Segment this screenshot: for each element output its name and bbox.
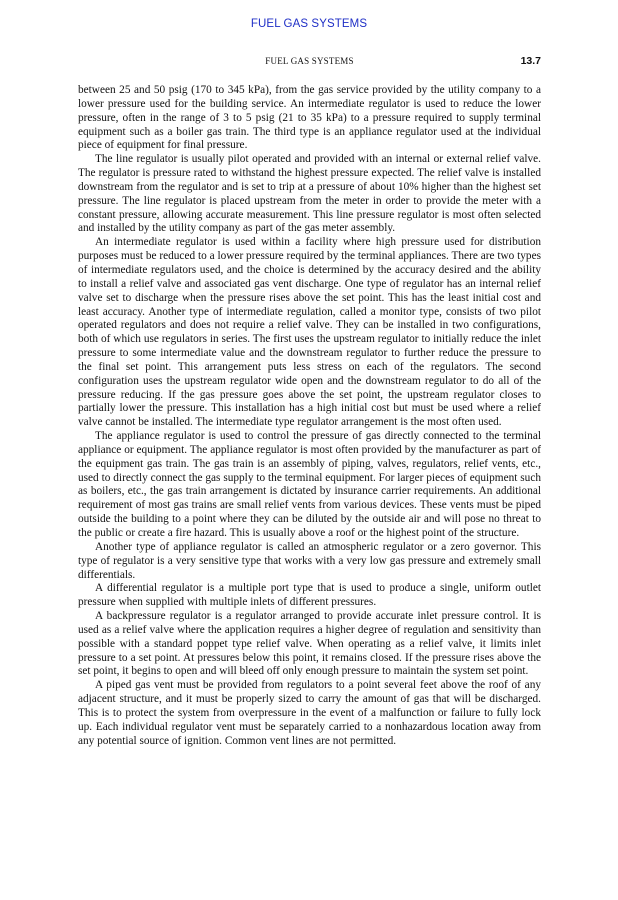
paragraph: A differential regulator is a multiple port type that is used to produce a single, uniform outlet pressure when supplied with multiple inlets of different pressures. [78, 582, 541, 609]
running-header-title: FUEL GAS SYSTEMS [265, 56, 354, 66]
paragraph: An intermediate regulator is used within a facility where high pressure used for distribution purposes must be reduced to a lower pressure required by the terminal appliances. There are two types of intermediate regulators used, and the choice is determined by the accuracy desired and the ability to install a relief valve and associated gas vent discharge. One type of regulator has an internal relief valve set to discharge when the pressure rises above the set point. This has the least initial cost and least accuracy. Another type of intermediate regulation, called a monitor type, consists of two pilot operated regulators and does not require a relief valve. They can be installed in two configurations, both of which use regulators in series. The first uses the upstream regulator to initially reduce the inlet pressure to some intermediate value and the downstream regulator to further reduce the pressure to the final set point. This arrangement puts less stress on each of the regulators. The second configuration uses the upstream regulator wide open and the downstream regulator to do all of the pressure reducing. If the gas pressure goes above the set point, the upstream regulator closes to partially lower the pressure. This installation has a high initial cost but must be used where a relief valve cannot be installed. The intermediate type regulator arrangement is the most often used. [78, 236, 541, 429]
paragraph: A piped gas vent must be provided from regulators to a point several feet above the roof of any adjacent structure, and it must be properly sized to carry the amount of gas that will be discharged. This is to protect the system from overpressure in the event of a malfunction or failure to fully lock up. Each individual regulator vent must be separately carried to a nonhazardous location away from any potential source of ignition. Common vent lines are not permitted. [78, 679, 541, 747]
running-header [78, 56, 541, 70]
paragraph: Another type of appliance regulator is called an atmospheric regulator or a zero governor. This type of regulator is a very sensitive type that works with a very low gas pressure and extremely small differentials. [78, 540, 541, 581]
body-text [78, 84, 541, 749]
paragraph: The appliance regulator is used to control the pressure of gas directly connected to the terminal appliance or equipment. The appliance regulator is most often provided by the manufacturer as part of the equipment gas train. The gas train is an assembly of piping, valves, regulators, relief vents, etc., used to directly connect the gas supply to the terminal equipment. For larger pieces of equipment such as boilers, etc., the gas train arrangement is dictated by insurance carrier requirements. An additional requirement of most gas trains are small relief vents from various devices. These vents must be piped outside the building to a point where they can be diluted by the outside air and will pose no threat to the public or create a fire hazard. This is usually above a roof or the highest point of the structure. [78, 430, 541, 539]
paragraph: The line regulator is usually pilot operated and provided with an internal or external relief valve. The regulator is pressure rated to withstand the highest pressure expected. The relief valve is installed downstream from the regulator and is set to trip at a pressure of about 10% higher than the highest set pressure. The line regulator is placed upstream from the meter in order to provide the meter with a constant pressure, allowing accurate measurement. This line pressure regulator is most often selected and installed by the utility company as part of the gas meter assembly. [78, 153, 541, 235]
document-banner-title: FUEL GAS SYSTEMS [250, 18, 368, 30]
paragraph: between 25 and 50 psig (170 to 345 kPa), from the gas service provided by the utility company to a lower pressure used for the building service. An intermediate regulator is used to reduce the lower pressure, often in the range of 3 to 5 psig (21 to 35 kPa) to a pressure required to supply terminal equipment such as a boiler gas train. The third type is an appliance regulator used at the individual piece of equipment for final pressure. [78, 84, 541, 152]
paragraph: A backpressure regulator is a regulator arranged to provide accurate inlet pressure control. It is used as a relief valve where the application requires a higher degree of regulation and sensitivity than possible with a standard poppet type relief valve. When operating as a relief valve, it limits inlet pressure to a set point. At pressures below this point, it remains closed. If the pressure rises above the set point, it begins to open and will bleed off only enough pressure to maintain the system set point. [78, 610, 541, 678]
page-number: 13.7 [520, 55, 541, 67]
